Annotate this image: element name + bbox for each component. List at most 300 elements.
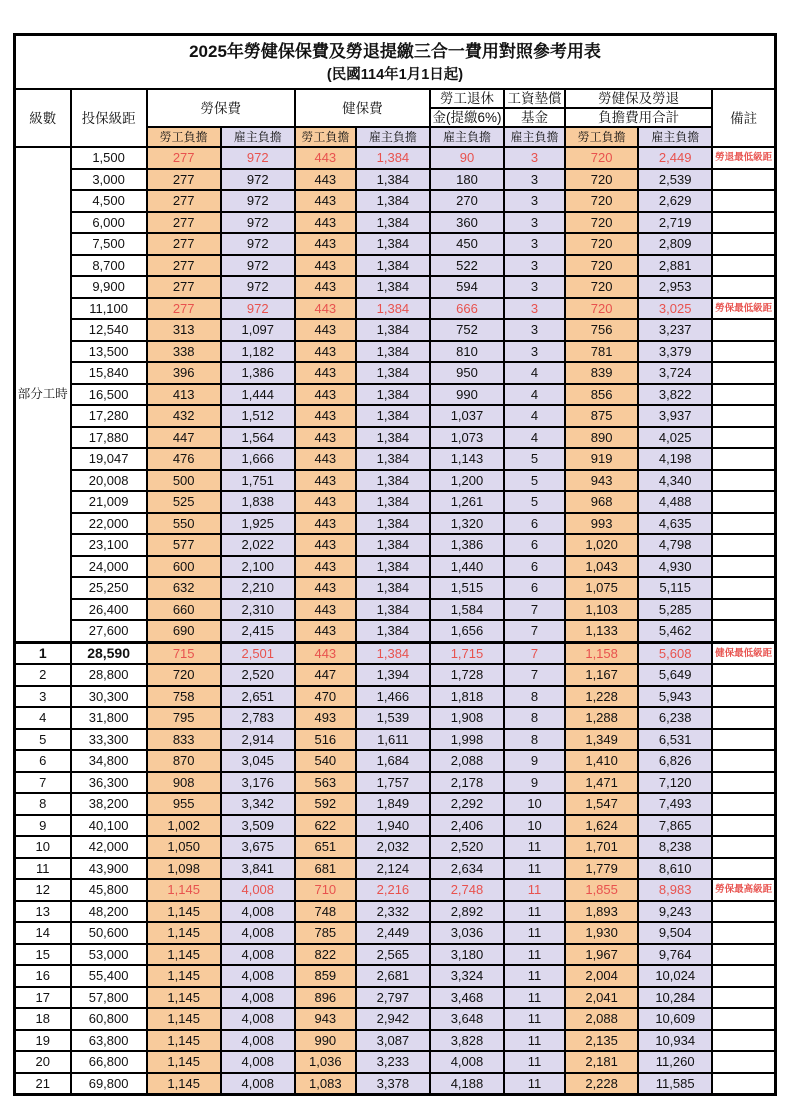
value-cell: 3,045 xyxy=(221,750,295,772)
value-cell: 7 xyxy=(504,599,565,621)
value-cell: 443 xyxy=(295,341,356,363)
value-cell: 550 xyxy=(147,513,221,535)
value-cell: 2,748 xyxy=(430,879,504,901)
table-row xyxy=(15,1073,776,1095)
value-cell: 277 xyxy=(147,190,221,212)
value-cell: 1,384 xyxy=(356,491,430,513)
value-cell: 525 xyxy=(147,491,221,513)
value-cell: 4 xyxy=(504,405,565,427)
value-cell: 856 xyxy=(565,384,638,406)
col-header-combined-line2: 負擔費用合計 xyxy=(565,108,712,127)
value-cell: 4,488 xyxy=(638,491,712,513)
value-cell: 2,942 xyxy=(356,1008,430,1030)
value-cell: 622 xyxy=(295,815,356,837)
col-header-bracket: 投保級距 xyxy=(71,89,147,147)
value-cell: 516 xyxy=(295,729,356,751)
value-cell: 1,384 xyxy=(356,599,430,621)
table-row xyxy=(15,965,776,987)
value-cell: 2,178 xyxy=(430,772,504,794)
level-cell: 7 xyxy=(15,772,71,794)
table-row xyxy=(15,599,776,621)
value-cell: 681 xyxy=(295,858,356,880)
remark-cell xyxy=(712,470,775,492)
value-cell: 1,386 xyxy=(430,534,504,556)
value-cell: 443 xyxy=(295,319,356,341)
value-cell: 600 xyxy=(147,556,221,578)
value-cell: 1,167 xyxy=(565,664,638,686)
value-cell: 3 xyxy=(504,319,565,341)
value-cell: 6,826 xyxy=(638,750,712,772)
level-cell: 11 xyxy=(15,858,71,880)
value-cell: 443 xyxy=(295,642,356,664)
value-cell: 432 xyxy=(147,405,221,427)
remark-cell xyxy=(712,491,775,513)
value-cell: 3,378 xyxy=(356,1073,430,1095)
value-cell: 1,158 xyxy=(565,642,638,664)
value-cell: 1,288 xyxy=(565,707,638,729)
col-header-combined-line1: 勞健保及勞退 xyxy=(565,89,712,108)
value-cell: 1,684 xyxy=(356,750,430,772)
page-title: 2025年勞健保保費及勞退提繳三合一費用對照參考用表 xyxy=(189,42,601,61)
value-cell: 690 xyxy=(147,620,221,642)
value-cell: 3,087 xyxy=(356,1030,430,1052)
value-cell: 540 xyxy=(295,750,356,772)
value-cell: 1,320 xyxy=(430,513,504,535)
bracket-cell: 23,100 xyxy=(71,534,147,556)
value-cell: 277 xyxy=(147,255,221,277)
value-cell: 11 xyxy=(504,858,565,880)
value-cell: 10,284 xyxy=(638,987,712,1009)
remark-cell xyxy=(712,793,775,815)
bracket-cell: 43,900 xyxy=(71,858,147,880)
value-cell: 1,515 xyxy=(430,577,504,599)
value-cell: 8,238 xyxy=(638,836,712,858)
remark-cell xyxy=(712,212,775,234)
level-cell: 4 xyxy=(15,707,71,729)
table-row xyxy=(15,319,776,341)
value-cell: 3 xyxy=(504,147,565,169)
value-cell: 277 xyxy=(147,169,221,191)
subheader-labor-employer: 雇主負擔 xyxy=(221,127,295,147)
table-row xyxy=(15,384,776,406)
table-row xyxy=(15,1051,776,1073)
value-cell: 1,384 xyxy=(356,448,430,470)
remark-cell xyxy=(712,1073,775,1095)
table-row xyxy=(15,190,776,212)
value-cell: 1,611 xyxy=(356,729,430,751)
bracket-cell: 66,800 xyxy=(71,1051,147,1073)
table-row xyxy=(15,255,776,277)
subheader-combined-worker: 勞工負擔 xyxy=(565,127,638,147)
value-cell: 443 xyxy=(295,448,356,470)
bracket-cell: 63,800 xyxy=(71,1030,147,1052)
value-cell: 1,384 xyxy=(356,362,430,384)
value-cell: 710 xyxy=(295,879,356,901)
value-cell: 2,629 xyxy=(638,190,712,212)
value-cell: 447 xyxy=(295,664,356,686)
value-cell: 1,818 xyxy=(430,686,504,708)
value-cell: 10,934 xyxy=(638,1030,712,1052)
level-cell: 21 xyxy=(15,1073,71,1095)
bracket-cell: 53,000 xyxy=(71,944,147,966)
value-cell: 3,324 xyxy=(430,965,504,987)
value-cell: 1,384 xyxy=(356,470,430,492)
level-cell: 15 xyxy=(15,944,71,966)
value-cell: 5,285 xyxy=(638,599,712,621)
remark-cell xyxy=(712,836,775,858)
value-cell: 1,940 xyxy=(356,815,430,837)
bracket-cell: 55,400 xyxy=(71,965,147,987)
value-cell: 11,585 xyxy=(638,1073,712,1095)
table-row xyxy=(15,362,776,384)
value-cell: 3,180 xyxy=(430,944,504,966)
table-row xyxy=(15,577,776,599)
col-header-wage-fund-line1: 工資墊償 xyxy=(504,89,565,108)
value-cell: 443 xyxy=(295,298,356,320)
col-header-pension-line1: 勞工退休 xyxy=(430,89,504,108)
value-cell: 756 xyxy=(565,319,638,341)
value-cell: 4,025 xyxy=(638,427,712,449)
value-cell: 1,145 xyxy=(147,922,221,944)
value-cell: 1,145 xyxy=(147,1051,221,1073)
value-cell: 2,881 xyxy=(638,255,712,277)
value-cell: 1,020 xyxy=(565,534,638,556)
level-cell: 19 xyxy=(15,1030,71,1052)
value-cell: 2,135 xyxy=(565,1030,638,1052)
value-cell: 2,022 xyxy=(221,534,295,556)
value-cell: 10,024 xyxy=(638,965,712,987)
value-cell: 90 xyxy=(430,147,504,169)
value-cell: 5,462 xyxy=(638,620,712,642)
value-cell: 11 xyxy=(504,987,565,1009)
value-cell: 1,145 xyxy=(147,965,221,987)
remark-cell xyxy=(712,255,775,277)
level-cell: 16 xyxy=(15,965,71,987)
subheader-combined-employer: 雇主負擔 xyxy=(638,127,712,147)
value-cell: 1,133 xyxy=(565,620,638,642)
value-cell: 4 xyxy=(504,384,565,406)
remark-cell xyxy=(712,513,775,535)
subheader-health-employer: 雇主負擔 xyxy=(356,127,430,147)
remark-cell xyxy=(712,1030,775,1052)
value-cell: 1,103 xyxy=(565,599,638,621)
value-cell: 396 xyxy=(147,362,221,384)
value-cell: 758 xyxy=(147,686,221,708)
remark-cell: 勞保最高級距 xyxy=(712,879,775,901)
level-cell: 17 xyxy=(15,987,71,1009)
value-cell: 1,384 xyxy=(356,169,430,191)
value-cell: 972 xyxy=(221,190,295,212)
bracket-cell: 17,280 xyxy=(71,405,147,427)
bracket-cell: 13,500 xyxy=(71,341,147,363)
value-cell: 443 xyxy=(295,577,356,599)
value-cell: 1,075 xyxy=(565,577,638,599)
value-cell: 8 xyxy=(504,729,565,751)
value-cell: 11 xyxy=(504,922,565,944)
value-cell: 990 xyxy=(295,1030,356,1052)
value-cell: 2,406 xyxy=(430,815,504,837)
table-body xyxy=(15,147,776,1095)
value-cell: 1,701 xyxy=(565,836,638,858)
remark-cell xyxy=(712,1051,775,1073)
value-cell: 972 xyxy=(221,169,295,191)
value-cell: 1,384 xyxy=(356,513,430,535)
table-row xyxy=(15,1008,776,1030)
bracket-cell: 50,600 xyxy=(71,922,147,944)
value-cell: 4,008 xyxy=(221,1051,295,1073)
level-cell: 9 xyxy=(15,815,71,837)
value-cell: 1,043 xyxy=(565,556,638,578)
value-cell: 443 xyxy=(295,556,356,578)
value-cell: 443 xyxy=(295,513,356,535)
value-cell: 2,953 xyxy=(638,276,712,298)
table-row xyxy=(15,169,776,191)
remark-cell xyxy=(712,233,775,255)
value-cell: 1,036 xyxy=(295,1051,356,1073)
value-cell: 6 xyxy=(504,577,565,599)
table-row xyxy=(15,276,776,298)
remark-cell xyxy=(712,729,775,751)
remark-cell xyxy=(712,620,775,642)
bracket-cell: 21,009 xyxy=(71,491,147,513)
table-row xyxy=(15,534,776,556)
value-cell: 443 xyxy=(295,427,356,449)
value-cell: 632 xyxy=(147,577,221,599)
value-cell: 2,719 xyxy=(638,212,712,234)
value-cell: 1,849 xyxy=(356,793,430,815)
bracket-cell: 7,500 xyxy=(71,233,147,255)
value-cell: 4,008 xyxy=(430,1051,504,1073)
table-row xyxy=(15,212,776,234)
value-cell: 3,822 xyxy=(638,384,712,406)
value-cell: 1,410 xyxy=(565,750,638,772)
value-cell: 3 xyxy=(504,298,565,320)
value-cell: 443 xyxy=(295,362,356,384)
table-row xyxy=(15,556,776,578)
value-cell: 1,002 xyxy=(147,815,221,837)
value-cell: 1,471 xyxy=(565,772,638,794)
remark-cell xyxy=(712,686,775,708)
value-cell: 4,008 xyxy=(221,901,295,923)
value-cell: 715 xyxy=(147,642,221,664)
value-cell: 1,145 xyxy=(147,1008,221,1030)
remark-cell xyxy=(712,664,775,686)
value-cell: 4 xyxy=(504,427,565,449)
value-cell: 3,468 xyxy=(430,987,504,1009)
value-cell: 1,466 xyxy=(356,686,430,708)
value-cell: 859 xyxy=(295,965,356,987)
value-cell: 1,349 xyxy=(565,729,638,751)
table-row xyxy=(15,147,776,169)
value-cell: 950 xyxy=(430,362,504,384)
value-cell: 1,384 xyxy=(356,427,430,449)
value-cell: 870 xyxy=(147,750,221,772)
subheader-health-worker: 勞工負擔 xyxy=(295,127,356,147)
value-cell: 443 xyxy=(295,212,356,234)
value-cell: 443 xyxy=(295,255,356,277)
value-cell: 2,228 xyxy=(565,1073,638,1095)
value-cell: 1,930 xyxy=(565,922,638,944)
value-cell: 1,145 xyxy=(147,1073,221,1095)
value-cell: 443 xyxy=(295,534,356,556)
value-cell: 7,493 xyxy=(638,793,712,815)
value-cell: 1,143 xyxy=(430,448,504,470)
value-cell: 2,565 xyxy=(356,944,430,966)
value-cell: 5 xyxy=(504,491,565,513)
value-cell: 4,198 xyxy=(638,448,712,470)
value-cell: 277 xyxy=(147,147,221,169)
value-cell: 1,145 xyxy=(147,879,221,901)
value-cell: 2,216 xyxy=(356,879,430,901)
col-header-labor-insurance: 勞保費 xyxy=(147,89,295,127)
value-cell: 1,666 xyxy=(221,448,295,470)
value-cell: 1,998 xyxy=(430,729,504,751)
value-cell: 7 xyxy=(504,620,565,642)
value-cell: 3,025 xyxy=(638,298,712,320)
remark-cell xyxy=(712,772,775,794)
value-cell: 3 xyxy=(504,190,565,212)
value-cell: 6 xyxy=(504,513,565,535)
value-cell: 277 xyxy=(147,298,221,320)
table-row xyxy=(15,298,776,320)
value-cell: 1,200 xyxy=(430,470,504,492)
bracket-cell: 42,000 xyxy=(71,836,147,858)
bracket-cell: 30,300 xyxy=(71,686,147,708)
value-cell: 3,724 xyxy=(638,362,712,384)
value-cell: 748 xyxy=(295,901,356,923)
value-cell: 1,145 xyxy=(147,944,221,966)
col-header-pension-line2: 金(提繳6%) xyxy=(430,108,504,127)
value-cell: 2,520 xyxy=(221,664,295,686)
bracket-cell: 38,200 xyxy=(71,793,147,815)
value-cell: 270 xyxy=(430,190,504,212)
value-cell: 443 xyxy=(295,169,356,191)
bracket-cell: 6,000 xyxy=(71,212,147,234)
value-cell: 2,783 xyxy=(221,707,295,729)
value-cell: 4,008 xyxy=(221,1073,295,1095)
value-cell: 3,237 xyxy=(638,319,712,341)
table-row xyxy=(15,664,776,686)
value-cell: 11 xyxy=(504,1073,565,1095)
col-header-level: 級數 xyxy=(15,89,71,147)
bracket-cell: 9,900 xyxy=(71,276,147,298)
value-cell: 908 xyxy=(147,772,221,794)
value-cell: 781 xyxy=(565,341,638,363)
value-cell: 3,176 xyxy=(221,772,295,794)
value-cell: 2,310 xyxy=(221,599,295,621)
value-cell: 11 xyxy=(504,836,565,858)
value-cell: 563 xyxy=(295,772,356,794)
value-cell: 666 xyxy=(430,298,504,320)
value-cell: 1,228 xyxy=(565,686,638,708)
value-cell: 5,649 xyxy=(638,664,712,686)
value-cell: 4,635 xyxy=(638,513,712,535)
value-cell: 11 xyxy=(504,901,565,923)
remark-cell: 勞退最低級距 xyxy=(712,147,775,169)
table-row xyxy=(15,922,776,944)
value-cell: 720 xyxy=(565,276,638,298)
value-cell: 443 xyxy=(295,384,356,406)
level-cell: 3 xyxy=(15,686,71,708)
value-cell: 443 xyxy=(295,599,356,621)
value-cell: 1,384 xyxy=(356,276,430,298)
col-header-remark: 備註 xyxy=(712,89,775,147)
value-cell: 7,865 xyxy=(638,815,712,837)
value-cell: 720 xyxy=(565,255,638,277)
subheader-pension-employer: 雇主負擔 xyxy=(430,127,504,147)
bracket-cell: 4,500 xyxy=(71,190,147,212)
value-cell: 1,145 xyxy=(147,987,221,1009)
value-cell: 1,384 xyxy=(356,620,430,642)
value-cell: 594 xyxy=(430,276,504,298)
value-cell: 993 xyxy=(565,513,638,535)
value-cell: 1,715 xyxy=(430,642,504,664)
level-cell: 5 xyxy=(15,729,71,751)
value-cell: 2,415 xyxy=(221,620,295,642)
subheader-wage-fund-employer: 雇主負擔 xyxy=(504,127,565,147)
value-cell: 720 xyxy=(565,169,638,191)
value-cell: 4,340 xyxy=(638,470,712,492)
value-cell: 5,608 xyxy=(638,642,712,664)
value-cell: 1,394 xyxy=(356,664,430,686)
value-cell: 4,008 xyxy=(221,879,295,901)
remark-cell xyxy=(712,276,775,298)
value-cell: 6 xyxy=(504,556,565,578)
value-cell: 10 xyxy=(504,793,565,815)
table-row xyxy=(15,448,776,470)
level-cell: 1 xyxy=(15,642,71,664)
value-cell: 7,120 xyxy=(638,772,712,794)
bracket-cell: 12,540 xyxy=(71,319,147,341)
value-cell: 3,233 xyxy=(356,1051,430,1073)
value-cell: 3,342 xyxy=(221,793,295,815)
value-cell: 413 xyxy=(147,384,221,406)
value-cell: 2,332 xyxy=(356,901,430,923)
table-row xyxy=(15,750,776,772)
table-row xyxy=(15,491,776,513)
bracket-cell: 48,200 xyxy=(71,901,147,923)
value-cell: 1,098 xyxy=(147,858,221,880)
value-cell: 1,384 xyxy=(356,233,430,255)
bracket-cell: 31,800 xyxy=(71,707,147,729)
table-row xyxy=(15,233,776,255)
value-cell: 2,539 xyxy=(638,169,712,191)
value-cell: 720 xyxy=(565,298,638,320)
value-cell: 1,384 xyxy=(356,298,430,320)
value-cell: 1,145 xyxy=(147,1030,221,1052)
value-cell: 3,509 xyxy=(221,815,295,837)
value-cell: 1,728 xyxy=(430,664,504,686)
value-cell: 9,764 xyxy=(638,944,712,966)
value-cell: 8,983 xyxy=(638,879,712,901)
value-cell: 875 xyxy=(565,405,638,427)
bracket-cell: 26,400 xyxy=(71,599,147,621)
value-cell: 890 xyxy=(565,427,638,449)
level-cell: 14 xyxy=(15,922,71,944)
value-cell: 1,539 xyxy=(356,707,430,729)
bracket-cell: 28,590 xyxy=(71,642,147,664)
bracket-cell: 11,100 xyxy=(71,298,147,320)
remark-cell xyxy=(712,190,775,212)
value-cell: 522 xyxy=(430,255,504,277)
value-cell: 795 xyxy=(147,707,221,729)
value-cell: 1,564 xyxy=(221,427,295,449)
value-cell: 1,384 xyxy=(356,556,430,578)
value-cell: 3,841 xyxy=(221,858,295,880)
table-row xyxy=(15,620,776,642)
value-cell: 5,943 xyxy=(638,686,712,708)
remark-cell xyxy=(712,987,775,1009)
